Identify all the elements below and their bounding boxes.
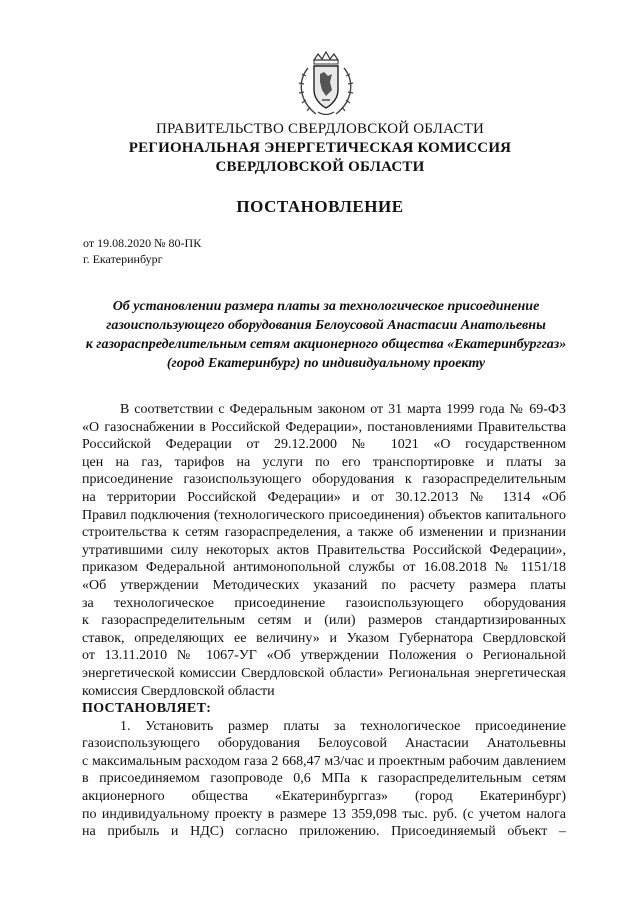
item-1-line: в присоединяемом газопроводе 0,6 МПа к газораспределительным сетям: [82, 771, 566, 787]
decree-word: ПОСТАНОВЛЯЕТ:: [82, 701, 212, 717]
item-1-line: с максимальным расходом газа 2 668,47 м3/час и проектным рабочим давлением: [82, 753, 566, 769]
coat-of-arms-icon: [294, 50, 358, 120]
preamble-line: «О газоснабжении в Российской Федерации», постановлениями Правительства: [82, 419, 566, 435]
document-subject: [70, 297, 582, 373]
preamble-line: энергетической комиссии Свердловской области» Региональная энергетическая: [82, 665, 566, 681]
document-type: ПОСТАНОВЛЕНИЕ: [236, 197, 404, 216]
item-1-line: на прибыль и НДС) согласно приложению. Присоединяемый объект –: [82, 824, 566, 840]
document-date-number: от 19.08.2020 № 80-ПК: [83, 236, 202, 250]
subject-line: газоиспользующего оборудования Белоусовой Анастасии Анатольевны: [106, 318, 546, 333]
document-city: г. Екатеринбург: [83, 252, 163, 266]
preamble-line: присоединение газоиспользующего оборудования к газораспределительным: [82, 472, 566, 488]
item-1-line: акционерного общества «Екатеринбурггаз» (город Екатеринбург): [82, 789, 566, 805]
subject-line: к газораспределительным сетям акционерного общества «Екатеринбурггаз»: [85, 337, 567, 352]
preamble-line: В соответствии с Федеральным законом от 31 марта 1999 года № 69-ФЗ: [120, 402, 566, 417]
preamble-line: ставок, определяющих ее величину» и Указом Губернатора Свердловской: [82, 630, 566, 646]
item-1-line: 1. Установить размер платы за технологическое присоединение: [120, 718, 566, 734]
preamble-line: утратившими силу некоторых актов Правительства Российской Федерации»,: [82, 542, 566, 558]
commission-name-line-1: РЕГИОНАЛЬНАЯ ЭНЕРГЕТИЧЕСКАЯ КОМИССИЯ: [128, 140, 512, 156]
preamble-line: за технологическое присоединение газоиспользующего оборудования: [82, 595, 566, 611]
preamble-line: строительства к сетям газораспределения, а также об изменении и признании: [82, 525, 566, 541]
preamble-line: цен на газ, тарифов на услуги по его транспортировке и платы за: [82, 454, 566, 470]
subject-line: (город Екатеринбург) по индивидуальному проекту: [166, 356, 486, 371]
preamble-line: на территории Российской Федерации» и от 30.12.2013 № 1314 «Об: [82, 489, 566, 505]
preamble-line: приказом Федеральной антимонопольной службы от 16.08.2018 № 1151/18: [82, 560, 566, 576]
preamble-line: к газораспределительным сетям и (или) размеров стандартизированных: [82, 613, 566, 629]
preamble-line: Российской Федерации от 29.12.2000 № 1021 «О государственном: [82, 437, 566, 453]
item-1-line: по индивидуальному проекту в размере 13 359,098 тыс. руб. (с учетом налога: [82, 806, 566, 822]
document-body: [82, 401, 566, 841]
preamble-line: «Об утверждении Методических указаний по расчету размера платы: [82, 577, 566, 593]
subject-line: Об установлении размера платы за технологическое присоединение: [112, 299, 540, 314]
preamble-line: Правил подключения (технологического присоединения) объектов капитального: [82, 507, 566, 523]
item-1-line: газоиспользующего оборудования Белоусовой Анастасии Анатольевны: [82, 736, 566, 752]
commission-name-line-2: СВЕРДЛОВСКОЙ ОБЛАСТИ: [215, 159, 425, 175]
preamble-line: от 13.11.2010 № 1067-УГ «Об утверждении Положения о Региональной: [82, 648, 566, 664]
preamble-line: комиссия Свердловской области: [82, 683, 275, 699]
government-name: ПРАВИТЕЛЬСТВО СВЕРДЛОВСКОЙ ОБЛАСТИ: [155, 121, 485, 137]
